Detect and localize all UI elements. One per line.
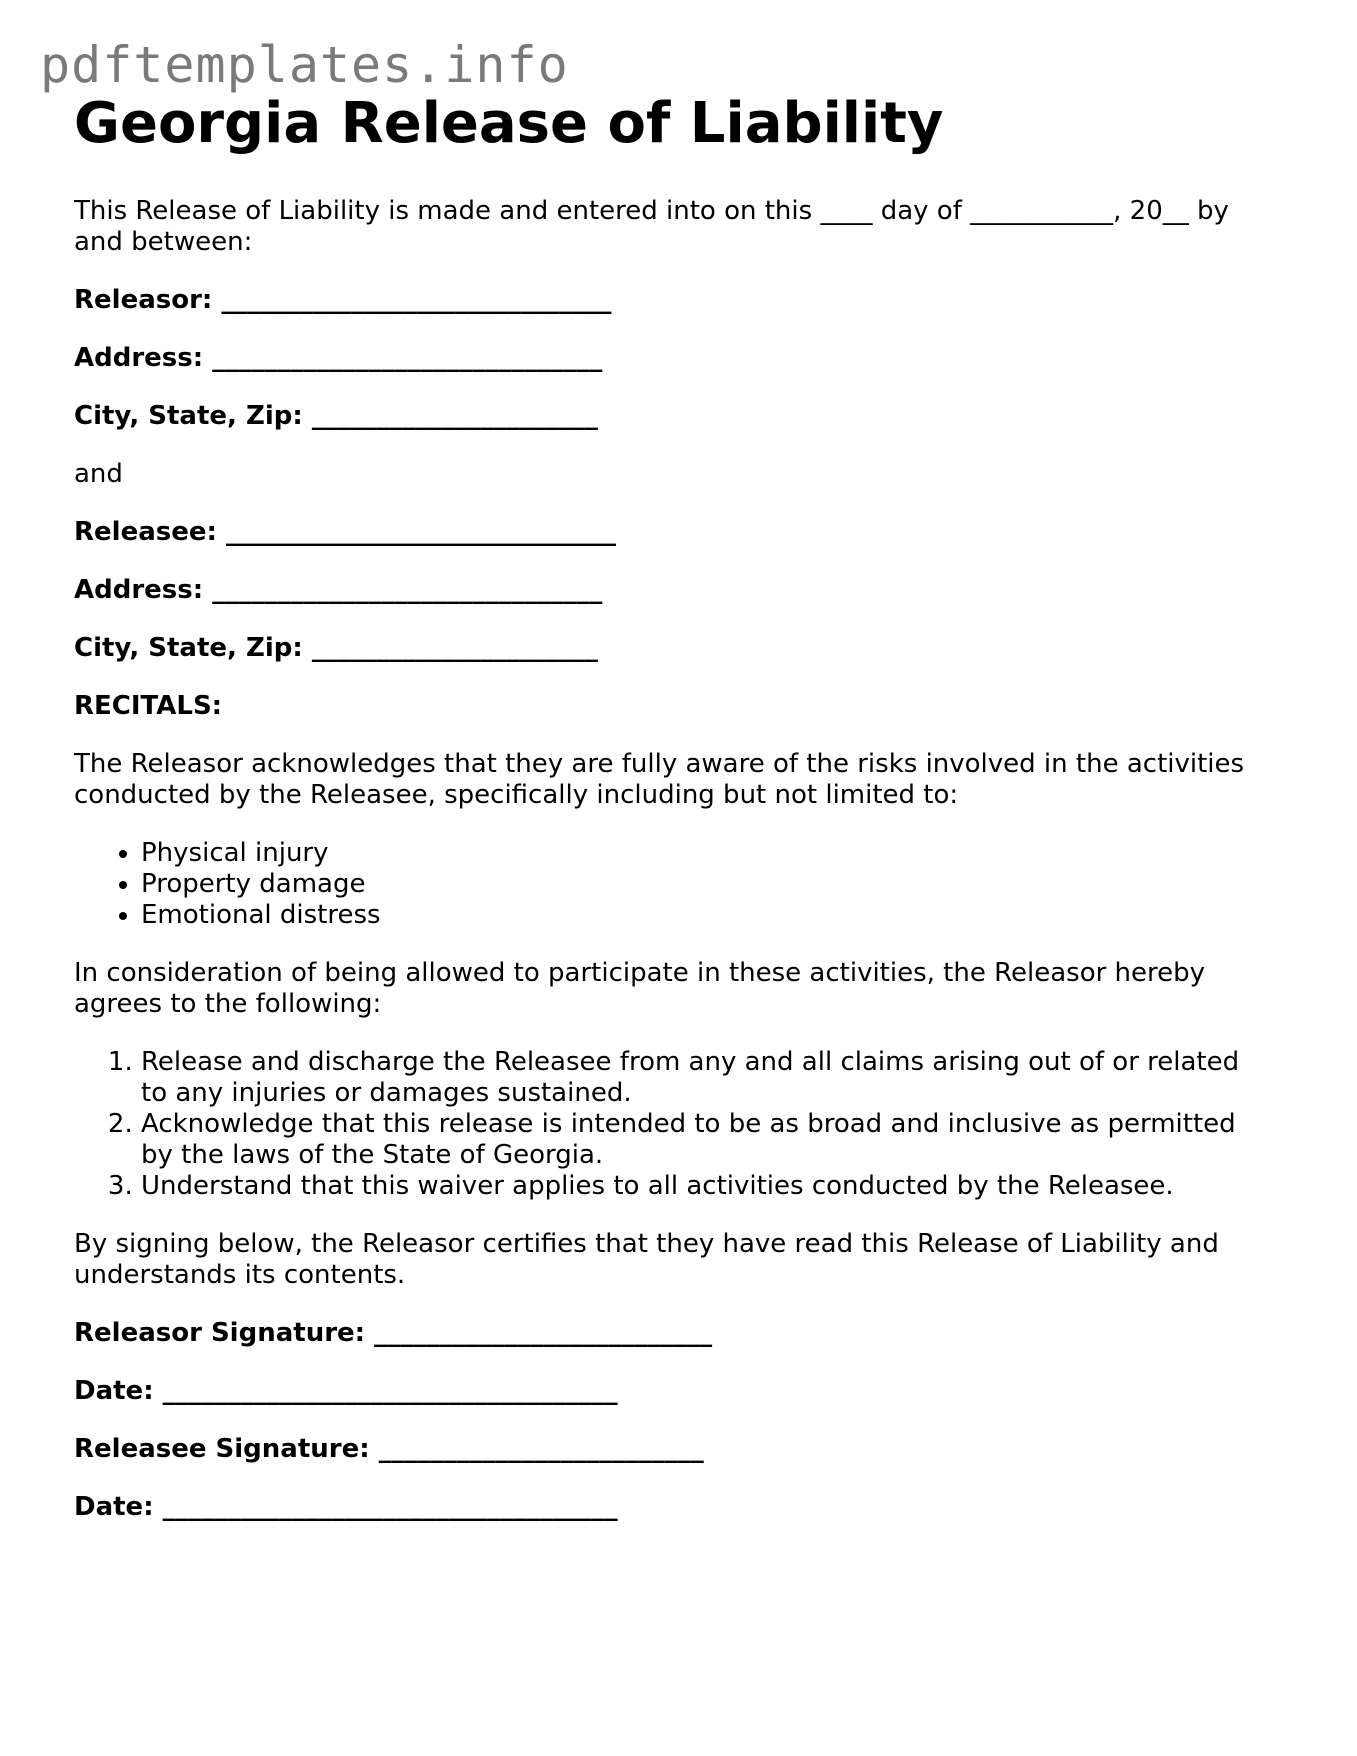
releasee-address-blank[interactable]: ______________________________ — [212, 575, 603, 605]
releasee-signature-blank[interactable]: _________________________ — [378, 1434, 704, 1464]
releasor-address-field — [74, 343, 1264, 374]
releasee-name-field — [74, 517, 1264, 548]
releasor-date-blank[interactable]: ___________________________________ — [162, 1376, 618, 1406]
releasor-name-blank[interactable]: ______________________________ — [221, 285, 612, 315]
recitals-paragraph: The Releasor acknowledges that they are fully aware of the risks involved in the activities conducted by the Releasee, specifically including but not limited to: — [74, 749, 1245, 810]
releasor-city-field — [74, 401, 1264, 432]
releasor-name-label: Releasor: — [74, 285, 213, 315]
releasee-name-blank[interactable]: ______________________________ — [225, 517, 616, 547]
releasor-name-field — [74, 285, 1264, 316]
releasee-name-label: Releasee: — [74, 517, 217, 547]
and-text: and — [74, 459, 123, 489]
agreement-item: 2. Acknowledge that this release is intended to be as broad and inclusive as permitted by the laws of the State of Georgia. — [141, 1109, 1264, 1171]
releasee-date-label: Date: — [74, 1492, 154, 1522]
releasor-signature-label: Releasor Signature: — [74, 1318, 366, 1348]
releasee-signature-field — [74, 1434, 1264, 1465]
releasor-signature-blank[interactable]: __________________________ — [374, 1318, 713, 1348]
releasor-city-label: City, State, Zip: — [74, 401, 303, 431]
releasor-city-blank[interactable]: ______________________ — [311, 401, 598, 431]
risk-item: • Physical injury — [141, 838, 1264, 869]
releasor-signature-field — [74, 1318, 1264, 1349]
releasor-address-blank[interactable]: ______________________________ — [212, 343, 603, 373]
risk-item: • Property damage — [141, 869, 1264, 900]
releasor-date-field — [74, 1376, 1264, 1407]
releasor-address-label: Address: — [74, 343, 204, 373]
releasee-address-field — [74, 575, 1264, 606]
agreements-list — [74, 1047, 1264, 1202]
releasee-date-blank[interactable]: ___________________________________ — [162, 1492, 618, 1522]
watermark: pdftemplates.info — [40, 36, 569, 94]
releasee-date-field — [74, 1492, 1264, 1523]
agreement-item: 1. Release and discharge the Releasee from any and all claims arising out of or related to any injuries or damages sustained. — [141, 1047, 1264, 1109]
risk-item: • Emotional distress — [141, 900, 1264, 931]
recitals-heading: RECITALS: — [74, 691, 223, 721]
agreement-item: 3. Understand that this waiver applies to all activities conducted by the Releasee. — [141, 1171, 1264, 1202]
document-title: Georgia Release of Liability — [74, 91, 944, 156]
releasee-city-label: City, State, Zip: — [74, 633, 303, 663]
releasee-address-label: Address: — [74, 575, 204, 605]
intro-paragraph: This Release of Liability is made and entered into on this ____ day of ___________, 20__ by and between: — [74, 196, 1229, 257]
releasee-signature-label: Releasee Signature: — [74, 1434, 370, 1464]
releasee-city-blank[interactable]: ______________________ — [311, 633, 598, 663]
signing-paragraph: By signing below, the Releasor certifies that they have read this Release of Liability and understands its contents. — [74, 1229, 1219, 1290]
consideration-paragraph: In consideration of being allowed to participate in these activities, the Releasor hereby agrees to the following: — [74, 958, 1206, 1019]
releasee-city-field — [74, 633, 1264, 664]
releasor-date-label: Date: — [74, 1376, 154, 1406]
document-body — [74, 196, 1264, 1550]
risks-list — [74, 838, 1264, 931]
